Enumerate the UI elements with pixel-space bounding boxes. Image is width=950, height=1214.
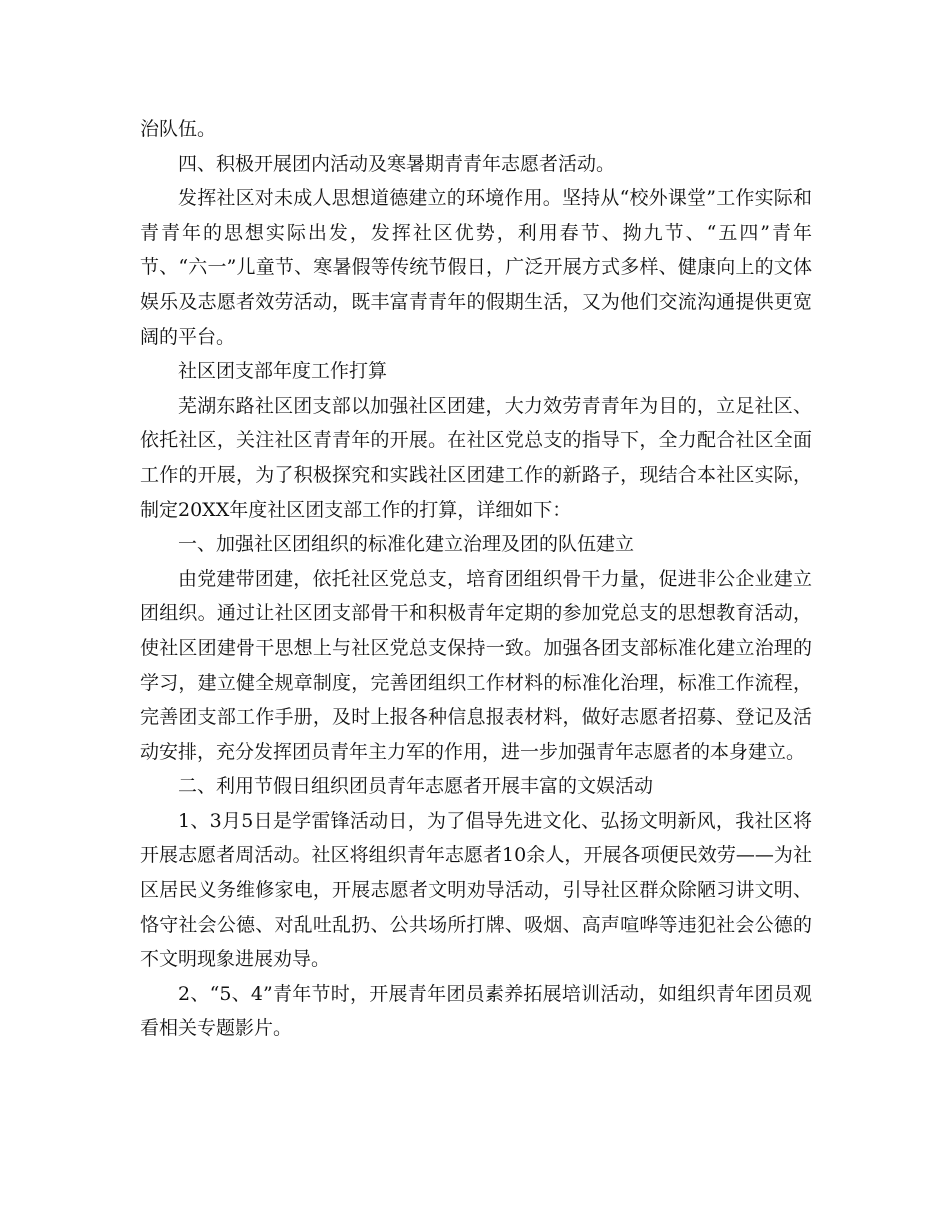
paragraph: 芜湖东路社区团支部以加强社区团建，大力效劳青青年为目的，立足社区、依托社区，关注社区青青年的开展。在社区党总支的指导下，全力配合社区全面工作的开展，为了积极探究和实践社区团建工作的新路子，现结合本社区实际，制定20XX年度社区团支部工作的打算，详细如下：	[140, 394, 812, 521]
paragraph: 治队伍。	[140, 118, 217, 140]
document-body	[140, 112, 812, 1046]
paragraph: 2、“5、4”青年节时，开展青年团员素养拓展培训活动，如组织青年团员观看相关专题影片。	[140, 982, 812, 1040]
paragraph: 发挥社区对未成人思想道德建立的环境作用。坚持从“校外课堂”工作实际和青青年的思想实际出发，发挥社区优势，利用春节、拗九节、“五四”青年节、“六一”儿童节、寒暑假等传统节假日，广泛开展方式多样、健康向上的文体娱乐及志愿者效劳活动，既丰富青青年的假期生活，又为他们交流沟通提供更宽阔的平台。	[140, 187, 812, 348]
document-title: 社区团支部年度工作打算	[178, 360, 388, 383]
section-heading: 一、加强社区团组织的标准化建立治理及团的队伍建立	[178, 533, 635, 556]
section-heading: 二、利用节假日组织团员青年志愿者开展丰富的文娱活动	[178, 775, 654, 798]
paragraph: 1、3月5日是学雷锋活动日，为了倡导先进文化、弘扬文明新风，我社区将开展志愿者周活动。社区将组织青年志愿者10余人，开展各项便民效劳——为社区居民义务维修家电，开展志愿者文明劝导活动，引导社区群众除陋习讲文明、恪守社会公德、对乱吐乱扔、公共场所打牌、吸烟、高声喧哗等违犯社会公德的不文明现象进展劝导。	[140, 809, 812, 971]
paragraph: 由党建带团建，依托社区党总支，培育团组织骨干力量，促进非公企业建立团组织。通过让社区团支部骨干和积极青年定期的参加党总支的思想教育活动，使社区团建骨干思想上与社区党总支保持一致。加强各团支部标准化建立治理的学习，建立健全规章制度，完善团组织工作材料的标准化治理，标准工作流程，完善团支部工作手册，及时上报各种信息报表材料，做好志愿者招募、登记及活动安排，充分发挥团员青年主力军的作用，进一步加强青年志愿者的本身建立。	[140, 567, 812, 763]
section-heading: 四、积极开展团内活动及寒暑期青青年志愿者活动。	[178, 152, 616, 175]
